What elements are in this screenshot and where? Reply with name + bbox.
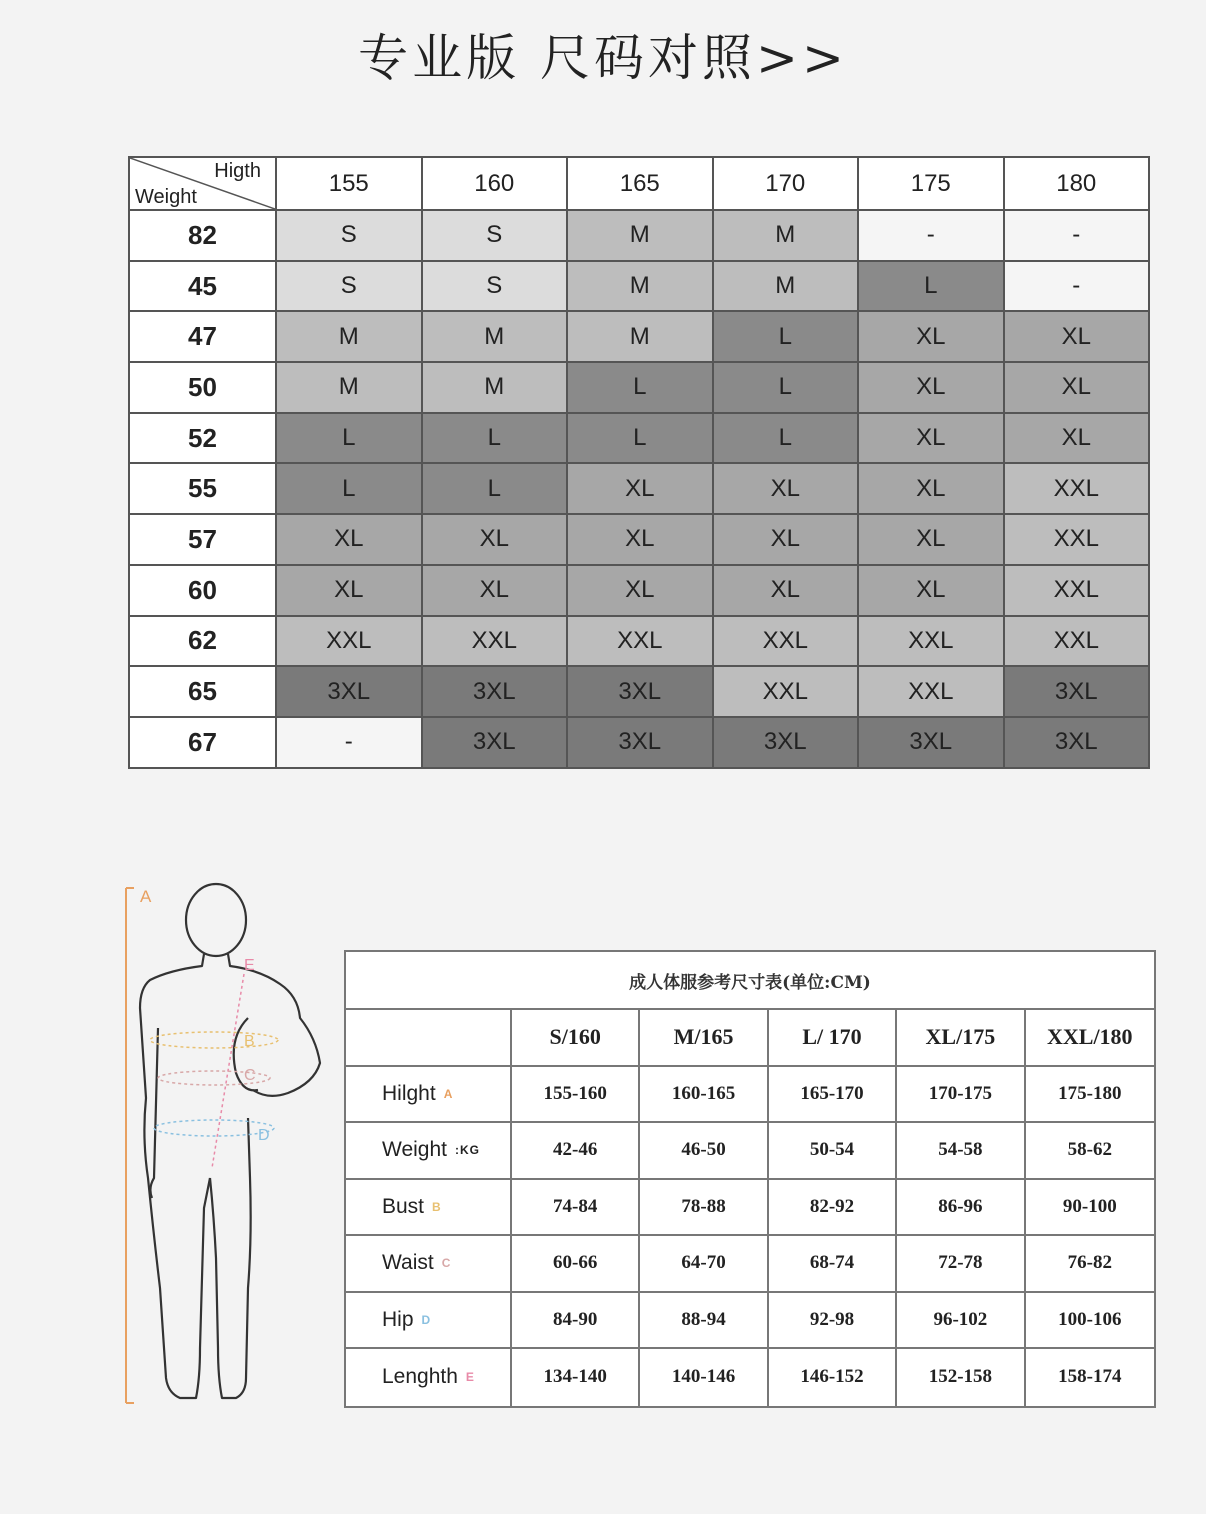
size-cell: XL xyxy=(568,515,714,566)
measurement-value: 72-78 xyxy=(897,1236,1025,1293)
size-cell: 3XL xyxy=(1005,667,1151,718)
height-column-header: 165 xyxy=(568,158,714,211)
measurement-value: 96-102 xyxy=(897,1293,1025,1350)
measurement-value: 86-96 xyxy=(897,1180,1025,1237)
size-cell: - xyxy=(1005,211,1151,262)
measurement-value: 160-165 xyxy=(640,1067,768,1124)
size-cell: XL xyxy=(1005,363,1151,414)
size-cell: 3XL xyxy=(714,718,860,769)
size-cell: XL xyxy=(859,566,1005,617)
reference-table-grid xyxy=(346,1010,1154,1406)
weight-row-header: 55 xyxy=(130,464,277,515)
size-cell: M xyxy=(277,312,423,363)
size-cell: 3XL xyxy=(423,667,569,718)
size-cell: XL xyxy=(859,515,1005,566)
size-cell: M xyxy=(714,211,860,262)
size-cell: XXL xyxy=(277,617,423,668)
measurement-value: 155-160 xyxy=(512,1067,640,1124)
measurement-value: 158-174 xyxy=(1058,1366,1122,1388)
size-cell: M xyxy=(568,211,714,262)
weight-row-header: 65 xyxy=(130,667,277,718)
size-cell: XXL xyxy=(859,667,1005,718)
size-cell: 3XL xyxy=(568,667,714,718)
size-cell: XXL xyxy=(1005,566,1151,617)
height-ruler-A xyxy=(126,887,152,1403)
size-cell: 3XL xyxy=(277,667,423,718)
height-column-header: 170 xyxy=(714,158,860,211)
size-cell: XL xyxy=(714,515,860,566)
size-cell: L xyxy=(423,464,569,515)
size-cell: 3XL xyxy=(568,718,714,769)
size-cell: L xyxy=(568,363,714,414)
size-cell: XL xyxy=(859,464,1005,515)
size-grid-table xyxy=(128,156,1150,769)
height-column-header: 155 xyxy=(277,158,423,211)
size-cell: 3XL xyxy=(859,718,1005,769)
size-cell: XXL xyxy=(859,617,1005,668)
grid-corner-header xyxy=(130,158,277,211)
measurement-value: 175-180 xyxy=(1026,1067,1154,1124)
weight-row-header: 45 xyxy=(130,262,277,313)
weight-axis-label: Weight xyxy=(135,186,197,208)
hip-line-D xyxy=(154,1120,274,1136)
weight-row-header: 60 xyxy=(130,566,277,617)
measurement-value: 74-84 xyxy=(512,1180,640,1237)
size-cell: XL xyxy=(568,566,714,617)
measurement-value: 170-175 xyxy=(897,1067,1025,1124)
size-cell: XL xyxy=(277,566,423,617)
body-measurement-figure xyxy=(118,878,328,1413)
measurement-value: 68-74 xyxy=(769,1236,897,1293)
size-cell: S xyxy=(423,262,569,313)
size-cell: L xyxy=(714,363,860,414)
size-cell: XL xyxy=(277,515,423,566)
weight-row-header: 62 xyxy=(130,617,277,668)
bust-line-B xyxy=(150,1032,278,1048)
reference-header-blank xyxy=(346,1010,512,1067)
measurement-letter-marker: D xyxy=(421,1312,432,1327)
measurement-letter-marker: E xyxy=(465,1370,475,1385)
weight-row-header: 52 xyxy=(130,414,277,465)
label-C: C xyxy=(244,1067,256,1084)
measurement-row-label xyxy=(346,1180,512,1237)
measurement-value: 92-98 xyxy=(769,1293,897,1350)
measurement-value: 152-158 xyxy=(897,1349,1025,1406)
measurement-letter-marker: B xyxy=(432,1199,442,1214)
size-cell: - xyxy=(859,211,1005,262)
label-D: D xyxy=(258,1127,270,1144)
size-cell: XXL xyxy=(423,617,569,668)
reference-size-column-header: S/160 xyxy=(512,1010,640,1067)
height-column-header: 160 xyxy=(423,158,569,211)
measurement-value: 50-54 xyxy=(769,1123,897,1180)
size-cell: L xyxy=(277,414,423,465)
label-E: E xyxy=(244,957,255,974)
measurement-value: 88-94 xyxy=(640,1293,768,1350)
measurement-name: Bust xyxy=(382,1194,425,1218)
size-cell: XL xyxy=(423,515,569,566)
size-cell: M xyxy=(568,312,714,363)
measurement-row-label xyxy=(346,1067,512,1124)
reference-table-caption: 成人体服参考尺寸表(单位:CM) xyxy=(346,952,1154,1010)
weight-row-header: 50 xyxy=(130,363,277,414)
size-cell: M xyxy=(277,363,423,414)
weight-row-header: 47 xyxy=(130,312,277,363)
size-cell: XXL xyxy=(714,667,860,718)
size-cell: - xyxy=(277,718,423,769)
measurement-value: 134-140 xyxy=(512,1349,640,1406)
size-cell: XXL xyxy=(568,617,714,668)
human-silhouette xyxy=(140,884,320,1398)
size-cell: M xyxy=(714,262,860,313)
size-cell: 3XL xyxy=(423,718,569,769)
reference-size-column-header: XL/175 xyxy=(897,1010,1025,1067)
measurement-name: Waist xyxy=(382,1251,434,1275)
size-cell: S xyxy=(423,211,569,262)
size-cell: XXL xyxy=(1005,464,1151,515)
measurement-value: 82-92 xyxy=(769,1180,897,1237)
height-column-header: 180 xyxy=(1005,158,1151,211)
measurement-letter-marker: :KG xyxy=(454,1143,480,1158)
measurement-value: 84-90 xyxy=(512,1293,640,1350)
size-cell: M xyxy=(423,312,569,363)
size-cell: L xyxy=(568,414,714,465)
size-cell: L xyxy=(714,312,860,363)
measurement-row-label xyxy=(346,1293,512,1350)
measurement-value: 90-100 xyxy=(1026,1180,1154,1237)
size-cell: XL xyxy=(714,566,860,617)
size-cell: - xyxy=(1005,262,1151,313)
reference-size-column-header: L/ 170 xyxy=(769,1010,897,1067)
measurement-name: Lenghth xyxy=(382,1365,458,1389)
measurement-value: 46-50 xyxy=(640,1123,768,1180)
measurement-value: 42-46 xyxy=(512,1123,640,1180)
size-cell: XXL xyxy=(1005,617,1151,668)
measurement-value: 60-66 xyxy=(512,1236,640,1293)
size-cell: XL xyxy=(859,414,1005,465)
size-cell: XL xyxy=(859,363,1005,414)
size-cell: XL xyxy=(714,464,860,515)
size-cell: S xyxy=(277,262,423,313)
size-cell: XL xyxy=(1005,312,1151,363)
measurement-value: 64-70 xyxy=(640,1236,768,1293)
measurement-value: 140-146 xyxy=(640,1349,768,1406)
measurement-value: 54-58 xyxy=(897,1123,1025,1180)
label-A: A xyxy=(140,887,152,906)
label-B: B xyxy=(244,1033,255,1050)
height-column-header: 175 xyxy=(859,158,1005,211)
size-cell: M xyxy=(568,262,714,313)
measurement-row-label xyxy=(346,1349,512,1406)
size-cell: XXL xyxy=(1005,515,1151,566)
height-axis-label: Higth xyxy=(214,160,261,182)
measurement-value: 76-82 xyxy=(1026,1236,1154,1293)
measurement-value: 165-170 xyxy=(769,1067,897,1124)
measurement-value: 146-152 xyxy=(769,1349,897,1406)
weight-row-header: 67 xyxy=(130,718,277,769)
measurement-letter-marker: A xyxy=(443,1086,454,1101)
measurement-row-label xyxy=(346,1123,512,1180)
weight-row-header: 57 xyxy=(130,515,277,566)
size-cell: XL xyxy=(1005,414,1151,465)
size-cell: L xyxy=(423,414,569,465)
weight-row-header: 82 xyxy=(130,211,277,262)
page-title: 专业版 尺码对照>> xyxy=(358,29,848,87)
reference-size-table xyxy=(344,950,1156,1408)
measurement-value: 58-62 xyxy=(1026,1123,1154,1180)
size-cell: 3XL xyxy=(1005,718,1151,769)
size-cell: XL xyxy=(859,312,1005,363)
measurement-name: Hip xyxy=(382,1307,414,1331)
measurement-value: 78-88 xyxy=(640,1180,768,1237)
measurement-name: Weight xyxy=(382,1138,447,1162)
size-cell: XL xyxy=(568,464,714,515)
measurement-value: 100-106 xyxy=(1026,1293,1154,1350)
size-cell: L xyxy=(714,414,860,465)
reference-size-column-header: XXL/180 xyxy=(1026,1010,1154,1067)
size-cell: L xyxy=(277,464,423,515)
size-cell: XXL xyxy=(714,617,860,668)
size-cell: M xyxy=(423,363,569,414)
measurement-letter-marker: C xyxy=(441,1256,452,1271)
measurement-name: Hilght xyxy=(382,1081,436,1105)
size-cell: S xyxy=(277,211,423,262)
size-cell: L xyxy=(859,262,1005,313)
measurement-row-label xyxy=(346,1236,512,1293)
reference-size-column-header: M/165 xyxy=(640,1010,768,1067)
size-cell: XL xyxy=(423,566,569,617)
